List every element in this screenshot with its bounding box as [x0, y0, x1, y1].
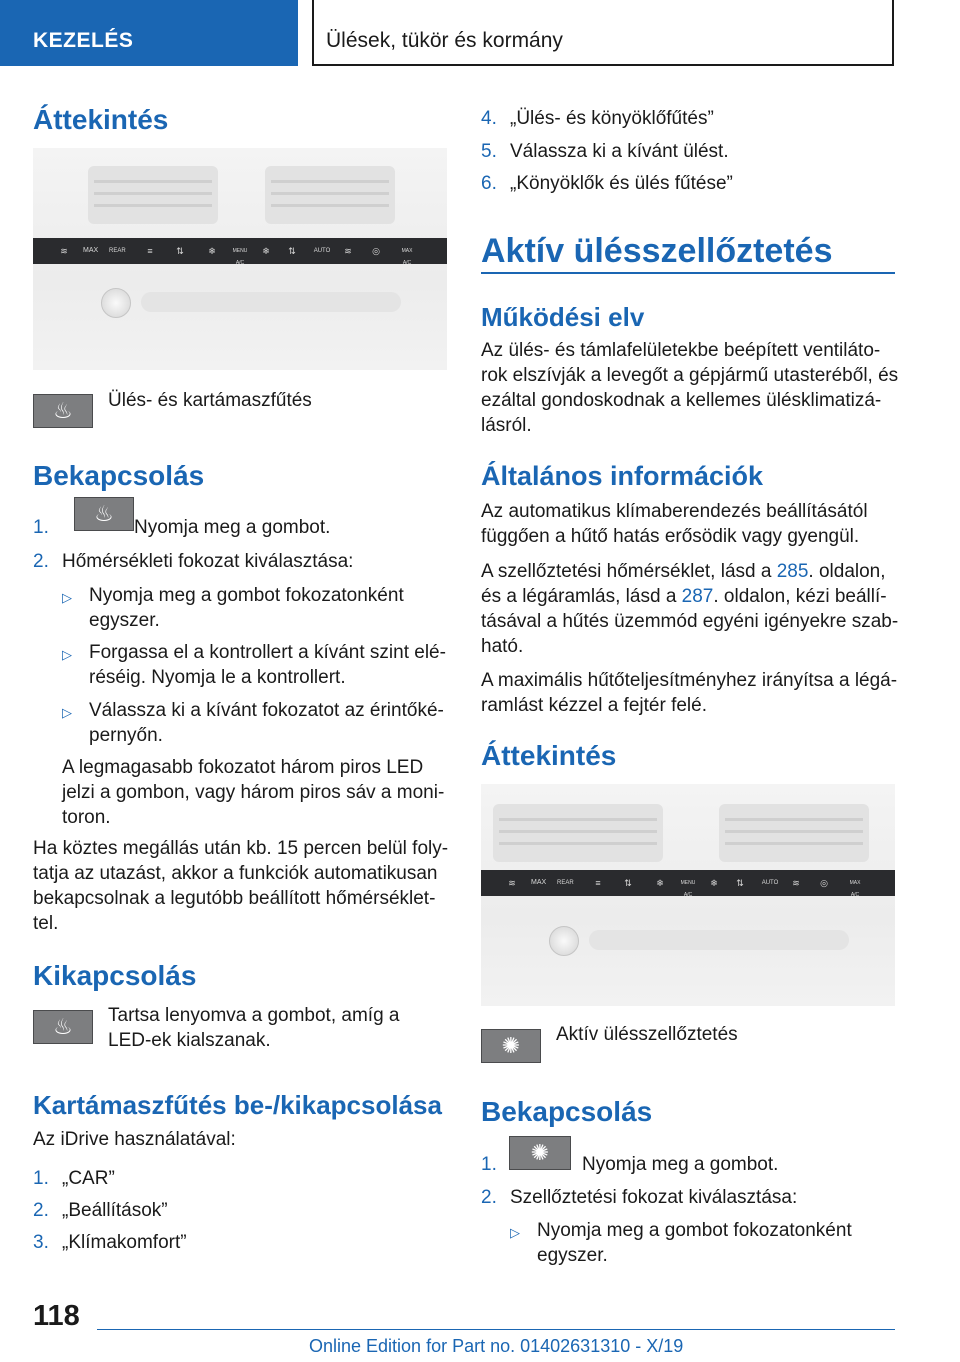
- page-title: Ülések, tükör és kormány: [312, 0, 894, 66]
- seat-vent-icon: ✺: [481, 1029, 541, 1063]
- triangle-right-icon: ▷: [62, 705, 72, 720]
- heading-overview: Áttekintés: [33, 104, 169, 135]
- footer-rule: [97, 1329, 895, 1330]
- seat-heat-icon: ♨: [74, 497, 134, 531]
- page-link-285[interactable]: 285: [776, 561, 809, 582]
- page-link-287[interactable]: 287: [681, 586, 714, 607]
- general-text-1: Az automatikus klímaberendezés beállításától függően a hűtő hatás erősödik vagy gyengül.: [481, 501, 868, 547]
- climate-panel-photo: [33, 148, 447, 370]
- heading-rule: [481, 272, 895, 274]
- caption-seat-vent: Aktív ülésszellőztetés: [556, 1024, 738, 1045]
- triangle-right-icon: ▷: [510, 1225, 520, 1240]
- heading-switch-on-right: Bekapcsolás: [481, 1096, 653, 1127]
- heading-general-info: Általános információk: [481, 461, 764, 491]
- general-text-3: A maximális hűtőteljesítményhez irányítsa a légá- ramlást kézzel a fejtér felé.: [481, 670, 898, 716]
- section-tab: KEZELÉS: [0, 0, 298, 66]
- climate-button-strip: ≋ MAX REAR ≡ ⇅ ❄ MENU A/C ❄ ⇅ AUTO ≋ ◎ MAX A/C: [481, 870, 895, 896]
- heading-overview-right: Áttekintés: [481, 740, 617, 771]
- triangle-right-icon: ▷: [62, 647, 72, 662]
- page-number: 118: [33, 1300, 80, 1332]
- edition-note: Online Edition for Part no. 01402631310 - X/19: [309, 1336, 684, 1356]
- heading-active-vent: Aktív ülésszellőztetés: [481, 232, 833, 270]
- heading-principle: Működési elv: [481, 302, 645, 332]
- general-text-2: A szellőztetési hőmérséklet, lásd a 285. oldalon, és a légáramlás, lásd a 287. oldalon, kézi beállí- tásával a hűtés üzemmód egyéni igényekre szab- ható.: [481, 561, 899, 657]
- heading-switch-off: Kikapcsolás: [33, 960, 197, 991]
- off-text: Tartsa lenyomva a gombot, amíg a LED-ek kialszanak.: [108, 1005, 400, 1051]
- idrive-intro: Az iDrive használatával:: [33, 1129, 236, 1150]
- climate-button-strip: ≋ MAX REAR ≡ ⇅ ❄ MENU A/C ❄ ⇅ AUTO ≋ ◎ MAX A/C: [33, 238, 447, 264]
- seat-vent-icon: ✺: [509, 1136, 571, 1170]
- auto-note: Ha köztes megállás után kb. 15 percen belül foly- tatja az utazást, akkor a funkciók automatikusan bekapcsolnak a legutóbb beállított hőmérséklet- tel.: [33, 838, 449, 934]
- heading-switch-on: Bekapcsolás: [33, 460, 205, 491]
- principle-text: Az ülés- és támlafelületekbe beépített ventiláto- rok elszívják a levegőt a gépjármű utasteréből, és ezáltal gondoskodnak a kellemes ülésklimatizá- lásról.: [481, 340, 899, 436]
- seat-heat-icon: ♨: [33, 1010, 93, 1044]
- seat-heat-icon: ♨: [33, 394, 93, 428]
- led-note: A legmagasabb fokozatot három piros LED jelzi a gombon, vagy három piros sáv a moni- toron.: [62, 757, 445, 828]
- caption-seat-heat: Ülés- és kartámaszfűtés: [108, 390, 312, 411]
- climate-panel-photo: [481, 784, 895, 1006]
- heading-armrest: Kartámaszfűtés be-/kikapcsolása: [33, 1090, 442, 1120]
- triangle-right-icon: ▷: [62, 590, 72, 605]
